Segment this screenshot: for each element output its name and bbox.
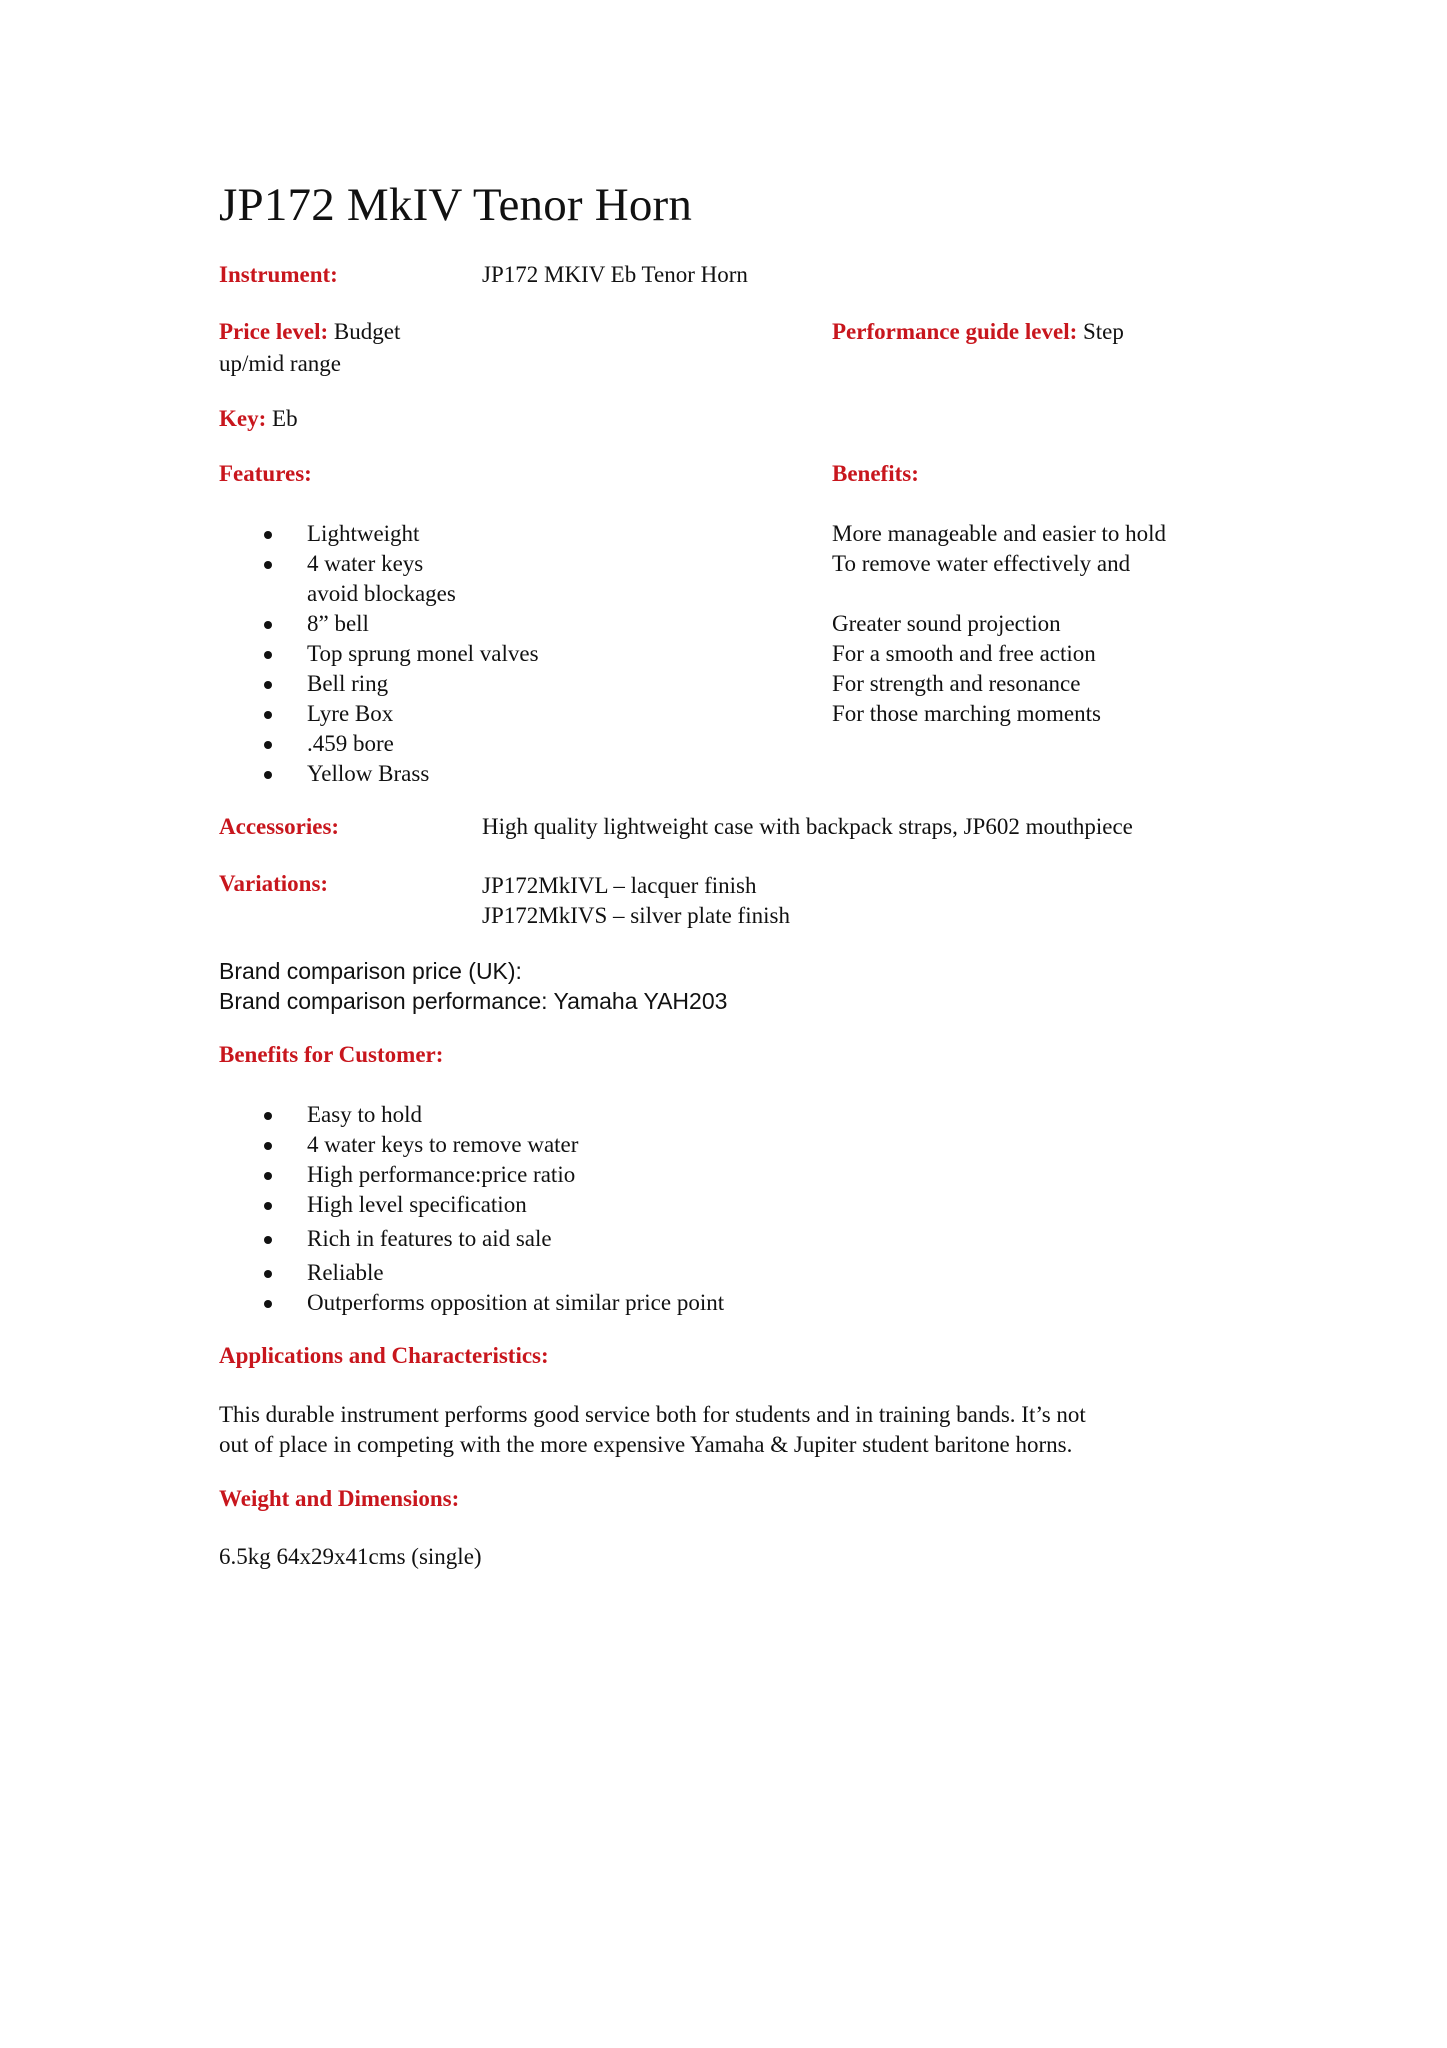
instrument-value: JP172 MKIV Eb Tenor Horn — [482, 262, 748, 287]
benefit-item-blank — [832, 579, 1252, 609]
list-item: Bell ring — [219, 669, 739, 699]
benefits-list — [832, 519, 1252, 729]
bullet-icon — [264, 1172, 272, 1180]
list-item: Lightweight — [219, 519, 739, 549]
page-title: JP172 MkIV Tenor Horn — [219, 179, 693, 231]
bullet-icon — [264, 741, 272, 749]
benefit-item: To remove water effectively and — [832, 551, 1131, 576]
list-item: High level specification — [219, 1190, 919, 1220]
bullet-icon — [264, 1142, 272, 1150]
accessories-value: High quality lightweight case with backpack straps, JP602 mouthpiece — [482, 814, 1133, 839]
benefits-heading: Benefits: — [832, 461, 919, 486]
variation-item: JP172MkIVL – lacquer finish — [482, 873, 757, 898]
bullet-icon — [264, 681, 272, 689]
bullet-icon — [264, 1270, 272, 1278]
price-level-value-cont: up/mid range — [219, 351, 341, 376]
features-heading: Features: — [219, 461, 312, 486]
performance-guide-level-label: Performance guide level: — [832, 319, 1078, 344]
weight-dimensions-value: 6.5kg 64x29x41cms (single) — [219, 1544, 482, 1569]
list-item: Yellow Brass — [219, 759, 739, 789]
list-item: 4 water keys — [219, 549, 739, 579]
list-item: Rich in features to aid sale — [219, 1224, 919, 1254]
bullet-icon — [264, 561, 272, 569]
price-level-value: Budget — [328, 319, 401, 344]
brand-comparison-performance: Brand comparison performance: Yamaha YAH203 — [219, 988, 728, 1014]
list-item: Lyre Box — [219, 699, 739, 729]
key-label: Key: — [219, 406, 267, 431]
benefit-item: For those marching moments — [832, 701, 1101, 726]
applications-paragraph — [219, 1400, 1086, 1460]
list-item-continuation: avoid blockages — [307, 581, 456, 606]
benefit-item: For strength and resonance — [832, 671, 1081, 696]
bullet-icon — [264, 1236, 272, 1244]
bullet-icon — [264, 1300, 272, 1308]
benefit-item: More manageable and easier to hold — [832, 521, 1167, 546]
applications-heading: Applications and Characteristics: — [219, 1343, 549, 1368]
brand-comparison-price: Brand comparison price (UK): — [219, 958, 522, 984]
accessories-label: Accessories: — [219, 814, 340, 839]
bullet-icon — [264, 771, 272, 779]
bullet-icon — [264, 651, 272, 659]
list-item: .459 bore — [219, 729, 739, 759]
list-item: High performance:price ratio — [219, 1160, 919, 1190]
bullet-icon — [264, 621, 272, 629]
benefits-for-customer-list — [219, 1100, 919, 1318]
list-item: Easy to hold — [219, 1100, 919, 1130]
benefit-item: Greater sound projection — [832, 611, 1061, 636]
list-item: 4 water keys to remove water — [219, 1130, 919, 1160]
benefit-item: For a smooth and free action — [832, 641, 1096, 666]
applications-line: out of place in competing with the more expensive Yamaha & Jupiter student baritone horns. — [219, 1432, 1073, 1457]
price-level — [219, 317, 400, 379]
bullet-icon — [264, 711, 272, 719]
bullet-icon — [264, 1112, 272, 1120]
applications-line: This durable instrument performs good service both for students and in training bands. It’s not — [219, 1402, 1086, 1427]
weight-dimensions-heading: Weight and Dimensions: — [219, 1486, 460, 1511]
variation-item: JP172MkIVS – silver plate finish — [482, 903, 790, 928]
key-field — [219, 404, 298, 436]
bullet-icon — [264, 531, 272, 539]
list-item: Outperforms opposition at similar price point — [219, 1288, 919, 1318]
instrument-label: Instrument: — [219, 262, 338, 287]
variations-list — [482, 871, 790, 931]
price-level-label: Price level: — [219, 319, 329, 344]
brand-comparison — [219, 956, 727, 1016]
variations-label: Variations: — [219, 871, 329, 896]
performance-guide-level-value: Step — [1077, 319, 1124, 344]
list-item: Reliable — [219, 1258, 919, 1288]
benefits-for-customer-heading: Benefits for Customer: — [219, 1042, 444, 1067]
performance-guide-level — [832, 317, 1124, 349]
list-item: 8” bell — [219, 609, 739, 639]
key-value: Eb — [266, 406, 298, 431]
list-item: Top sprung monel valves — [219, 639, 739, 669]
bullet-icon — [264, 1202, 272, 1210]
features-list — [219, 519, 739, 789]
